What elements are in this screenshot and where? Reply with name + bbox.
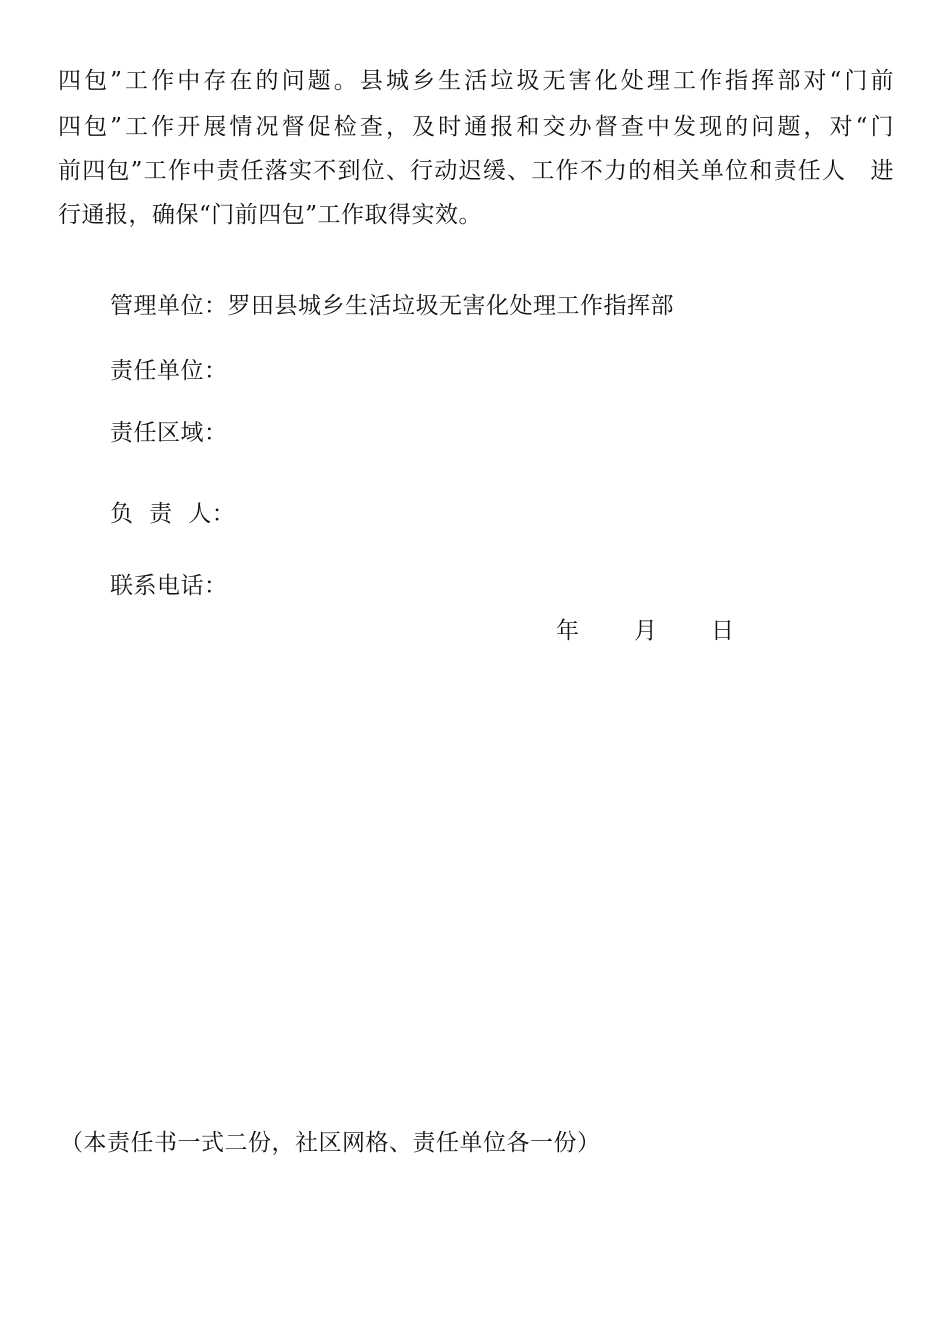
date-month-label: 月 bbox=[634, 618, 657, 644]
responsible-unit-field: 责任单位： bbox=[110, 358, 228, 384]
body-line-1: 四包”工作中存在的问题。县城乡生活垃圾无害化处理工作指挥部对“门前 bbox=[58, 68, 894, 94]
management-unit-field: 管理单位：罗田县城乡生活垃圾无害化处理工作指挥部 bbox=[110, 293, 674, 319]
contact-phone-field: 联系电话： bbox=[110, 573, 228, 599]
person-in-charge-field: 负 责 人： bbox=[110, 501, 236, 527]
responsible-area-field: 责任区域： bbox=[110, 420, 228, 446]
footnote: （本责任书一式二份，社区网格、责任单位各一份） bbox=[60, 1130, 601, 1156]
date-day-label: 日 bbox=[711, 618, 734, 644]
body-line-2: 四包”工作开展情况督促检查，及时通报和交办督查中发现的问题，对“门 bbox=[58, 114, 894, 140]
body-line-4: 行通报，确保“门前四包”工作取得实效。 bbox=[58, 202, 483, 228]
date-year-label: 年 bbox=[556, 618, 579, 644]
body-line-3: 前四包”工作中责任落实不到位、行动迟缓、工作不力的相关单位和责任人 进 bbox=[58, 158, 894, 184]
